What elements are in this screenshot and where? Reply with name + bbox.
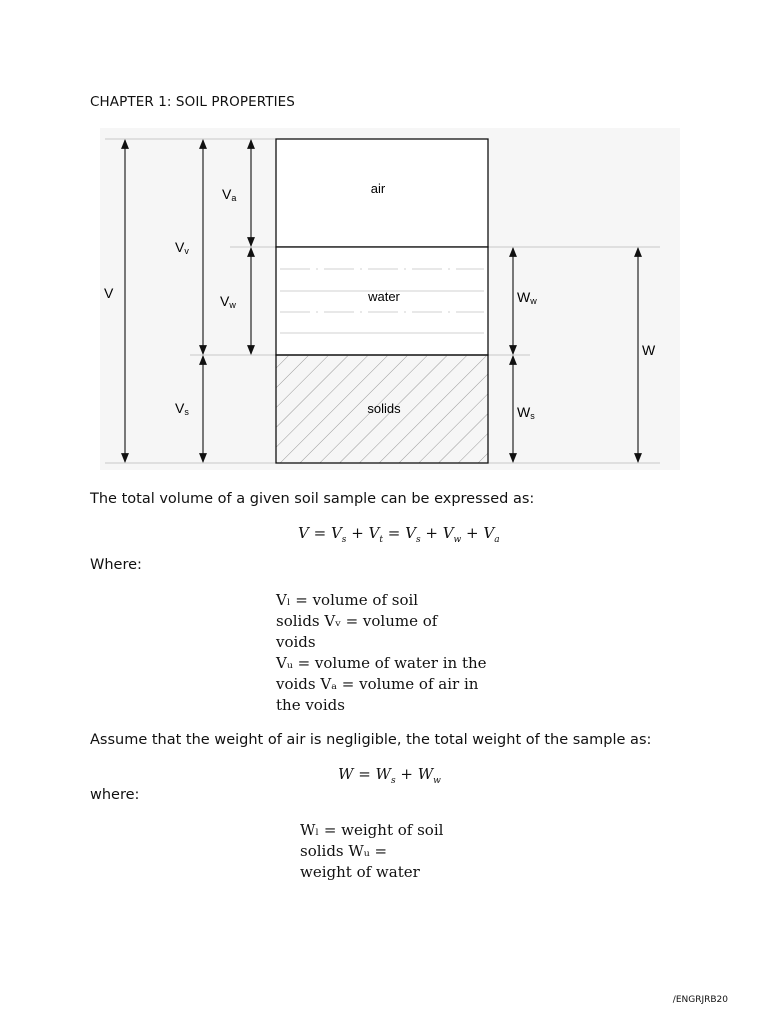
intro-paragraph: The total volume of a given soil sample can be expressed as: (90, 491, 535, 507)
definition-line: the voids (276, 696, 345, 714)
label-Vw: Vw (220, 293, 236, 310)
definition-line: weight of water (300, 863, 420, 881)
label-V: V (104, 285, 114, 301)
footer-code: /ENGRJRB20 (672, 995, 728, 1005)
assume-paragraph: Assume that the weight of air is negligible, the total weight of the sample as: (90, 732, 652, 748)
definition-line: Wₗ = weight of soil (300, 821, 444, 839)
chapter-title: CHAPTER 1: SOIL PROPERTIES (90, 94, 295, 110)
definition-line: Vᵤ = volume of water in the (276, 654, 487, 672)
volume-definitions (276, 590, 487, 716)
where-label-1: Where: (90, 557, 142, 573)
air-label: air (370, 181, 386, 196)
solids-label: solids (367, 401, 401, 416)
soil-phase-diagram (100, 128, 680, 470)
label-Ws: Ws (517, 404, 535, 421)
label-W: W (642, 342, 656, 358)
definition-line: voids Vₐ = volume of air in (276, 675, 479, 693)
definition-line: Vₗ = volume of soil (276, 591, 419, 609)
where-label-2: where: (90, 787, 140, 803)
definition-line: voids (276, 633, 316, 651)
label-Vs: Vs (175, 400, 189, 417)
weight-equation: $W = W_s + W_w$ (338, 765, 441, 786)
volume-equation: $V = V_s + V_t = V_s + V_w + V_a$ (298, 524, 500, 545)
weight-definitions (300, 820, 443, 883)
definition-line: solids Wᵤ = (300, 842, 388, 860)
label-Va: Va (222, 186, 237, 203)
label-Ww: Ww (517, 289, 537, 306)
definition-line: solids Vᵥ = volume of (276, 612, 438, 630)
label-Vv: Vv (175, 239, 189, 256)
water-label: water (368, 289, 400, 304)
